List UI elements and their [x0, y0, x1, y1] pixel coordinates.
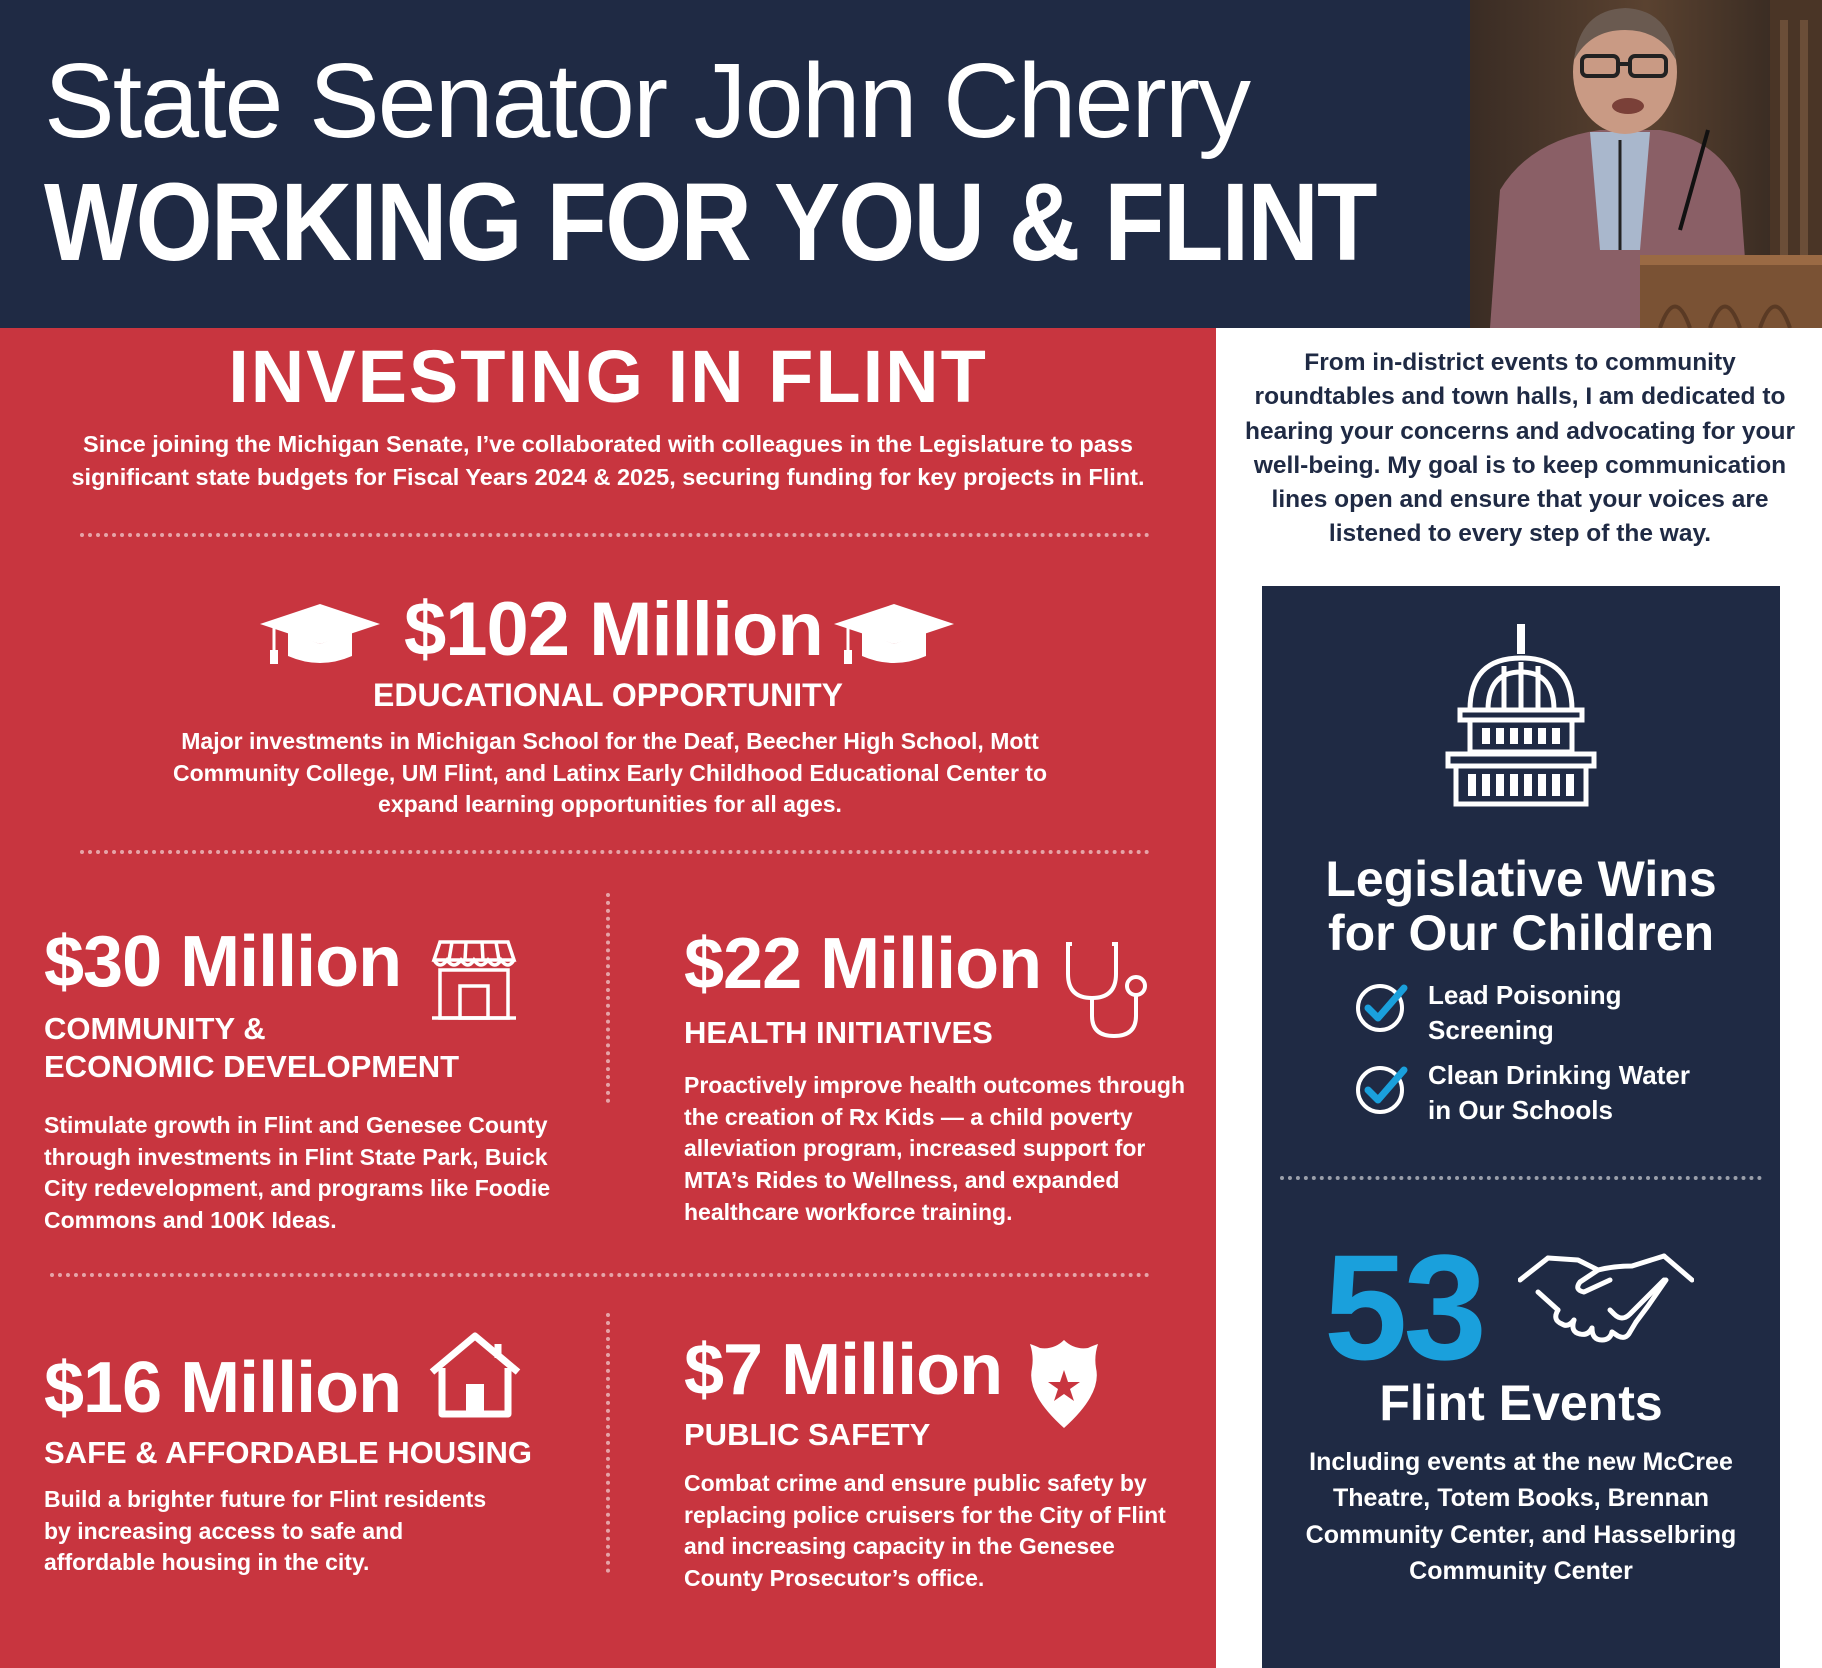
events-label: Flint Events — [1379, 1375, 1663, 1431]
capitol-dome-icon — [1440, 622, 1602, 808]
divider-vertical-upper — [606, 893, 610, 1103]
divider-middle — [80, 850, 1150, 854]
graduation-cap-icon — [832, 598, 956, 668]
safety-description: Combat crime and ensure public safety by replacing police cruisers for the City of Flint and increasing capacity in the Genesee County Prosecutor’s office. — [684, 1470, 1166, 1592]
investing-title: INVESTING IN FLINT — [228, 335, 988, 418]
housing-category: SAFE & AFFORDABLE HOUSING — [44, 1435, 532, 1470]
safety-amount: $7 Million — [684, 1330, 1003, 1410]
checkmark-icon — [1354, 1060, 1412, 1118]
slogan: WORKING FOR YOU & FLINT — [44, 161, 1376, 284]
divider-top — [80, 533, 1150, 537]
senator-photo — [1470, 0, 1822, 328]
community-description: Stimulate growth in Flint and Genesee County through investments in Flint State Park, Buick City redevelopment, and programs like Foodie Commons and 100K Ideas. — [44, 1112, 551, 1234]
win-item-1-line1: Lead Poisoning — [1428, 980, 1622, 1010]
senator-name: State Senator John Cherry — [44, 42, 1250, 160]
events-count: 53 — [1324, 1223, 1483, 1391]
education-category: EDUCATIONAL OPPORTUNITY — [373, 677, 843, 713]
health-amount: $22 Million — [684, 924, 1042, 1004]
storefront-icon — [430, 938, 518, 1022]
investing-intro: Since joining the Michigan Senate, I’ve collaborated with colleagues in the Legislature to pass significant state budgets for Fiscal Years 2024 & 2025, securing funding for key projects in Flint. — [71, 431, 1145, 490]
events-description: Including events at the new McCree Theatre, Totem Books, Brennan Community Center, and Hasselbring Community Center — [1305, 1448, 1737, 1585]
health-category: HEALTH INITIATIVES — [684, 1015, 993, 1050]
wins-events-panel — [1262, 586, 1780, 1668]
community-amount: $30 Million — [44, 922, 402, 1002]
handshake-icon — [1518, 1236, 1694, 1348]
community-category-line2: ECONOMIC DEVELOPMENT — [44, 1049, 460, 1084]
education-description: Major investments in Michigan School for the Deaf, Beecher High School, Mott Community College, UM Flint, and Latinx Early Childhood Educational Center to expand learning opportunities for all ages. — [172, 728, 1048, 818]
outreach-text: From in-district events to community roundtables and town halls, I am dedicated to hearing your concerns and advocating for your well-being. My goal is to keep communication lines open and ensure that your voices are listened to every step of the way. — [1245, 349, 1795, 548]
win-item-2-line1: Clean Drinking Water — [1428, 1060, 1690, 1090]
divider-lower — [50, 1273, 1150, 1277]
panel-divider — [1280, 1176, 1762, 1180]
win-item-2-line2: in Our Schools — [1428, 1095, 1613, 1125]
police-badge-icon — [1026, 1338, 1102, 1430]
header-banner — [0, 0, 1822, 328]
housing-description: Build a brighter future for Flint residents by increasing access to safe and affordable housing in the city. — [44, 1486, 487, 1576]
housing-amount: $16 Million — [44, 1348, 402, 1428]
checkmark-icon — [1354, 978, 1412, 1036]
wins-title-line1: Legislative Wins — [1325, 851, 1717, 907]
graduation-cap-icon — [258, 598, 382, 668]
stethoscope-icon — [1062, 938, 1158, 1042]
wins-title-line2: for Our Children — [1327, 905, 1715, 961]
health-description: Proactively improve health outcomes through the creation of Rx Kids — a child poverty alleviation program, increased support for MTA’s Rides to Wellness, and expanded healthcare workforce training. — [684, 1072, 1185, 1225]
win-item-1-line2: Screening — [1428, 1015, 1554, 1045]
education-amount: $102 Million — [404, 587, 823, 672]
investing-section — [0, 328, 1216, 1668]
community-category-line1: COMMUNITY & — [44, 1011, 266, 1046]
divider-vertical-lower — [606, 1313, 610, 1573]
house-icon — [426, 1328, 524, 1420]
safety-category: PUBLIC SAFETY — [684, 1417, 931, 1452]
